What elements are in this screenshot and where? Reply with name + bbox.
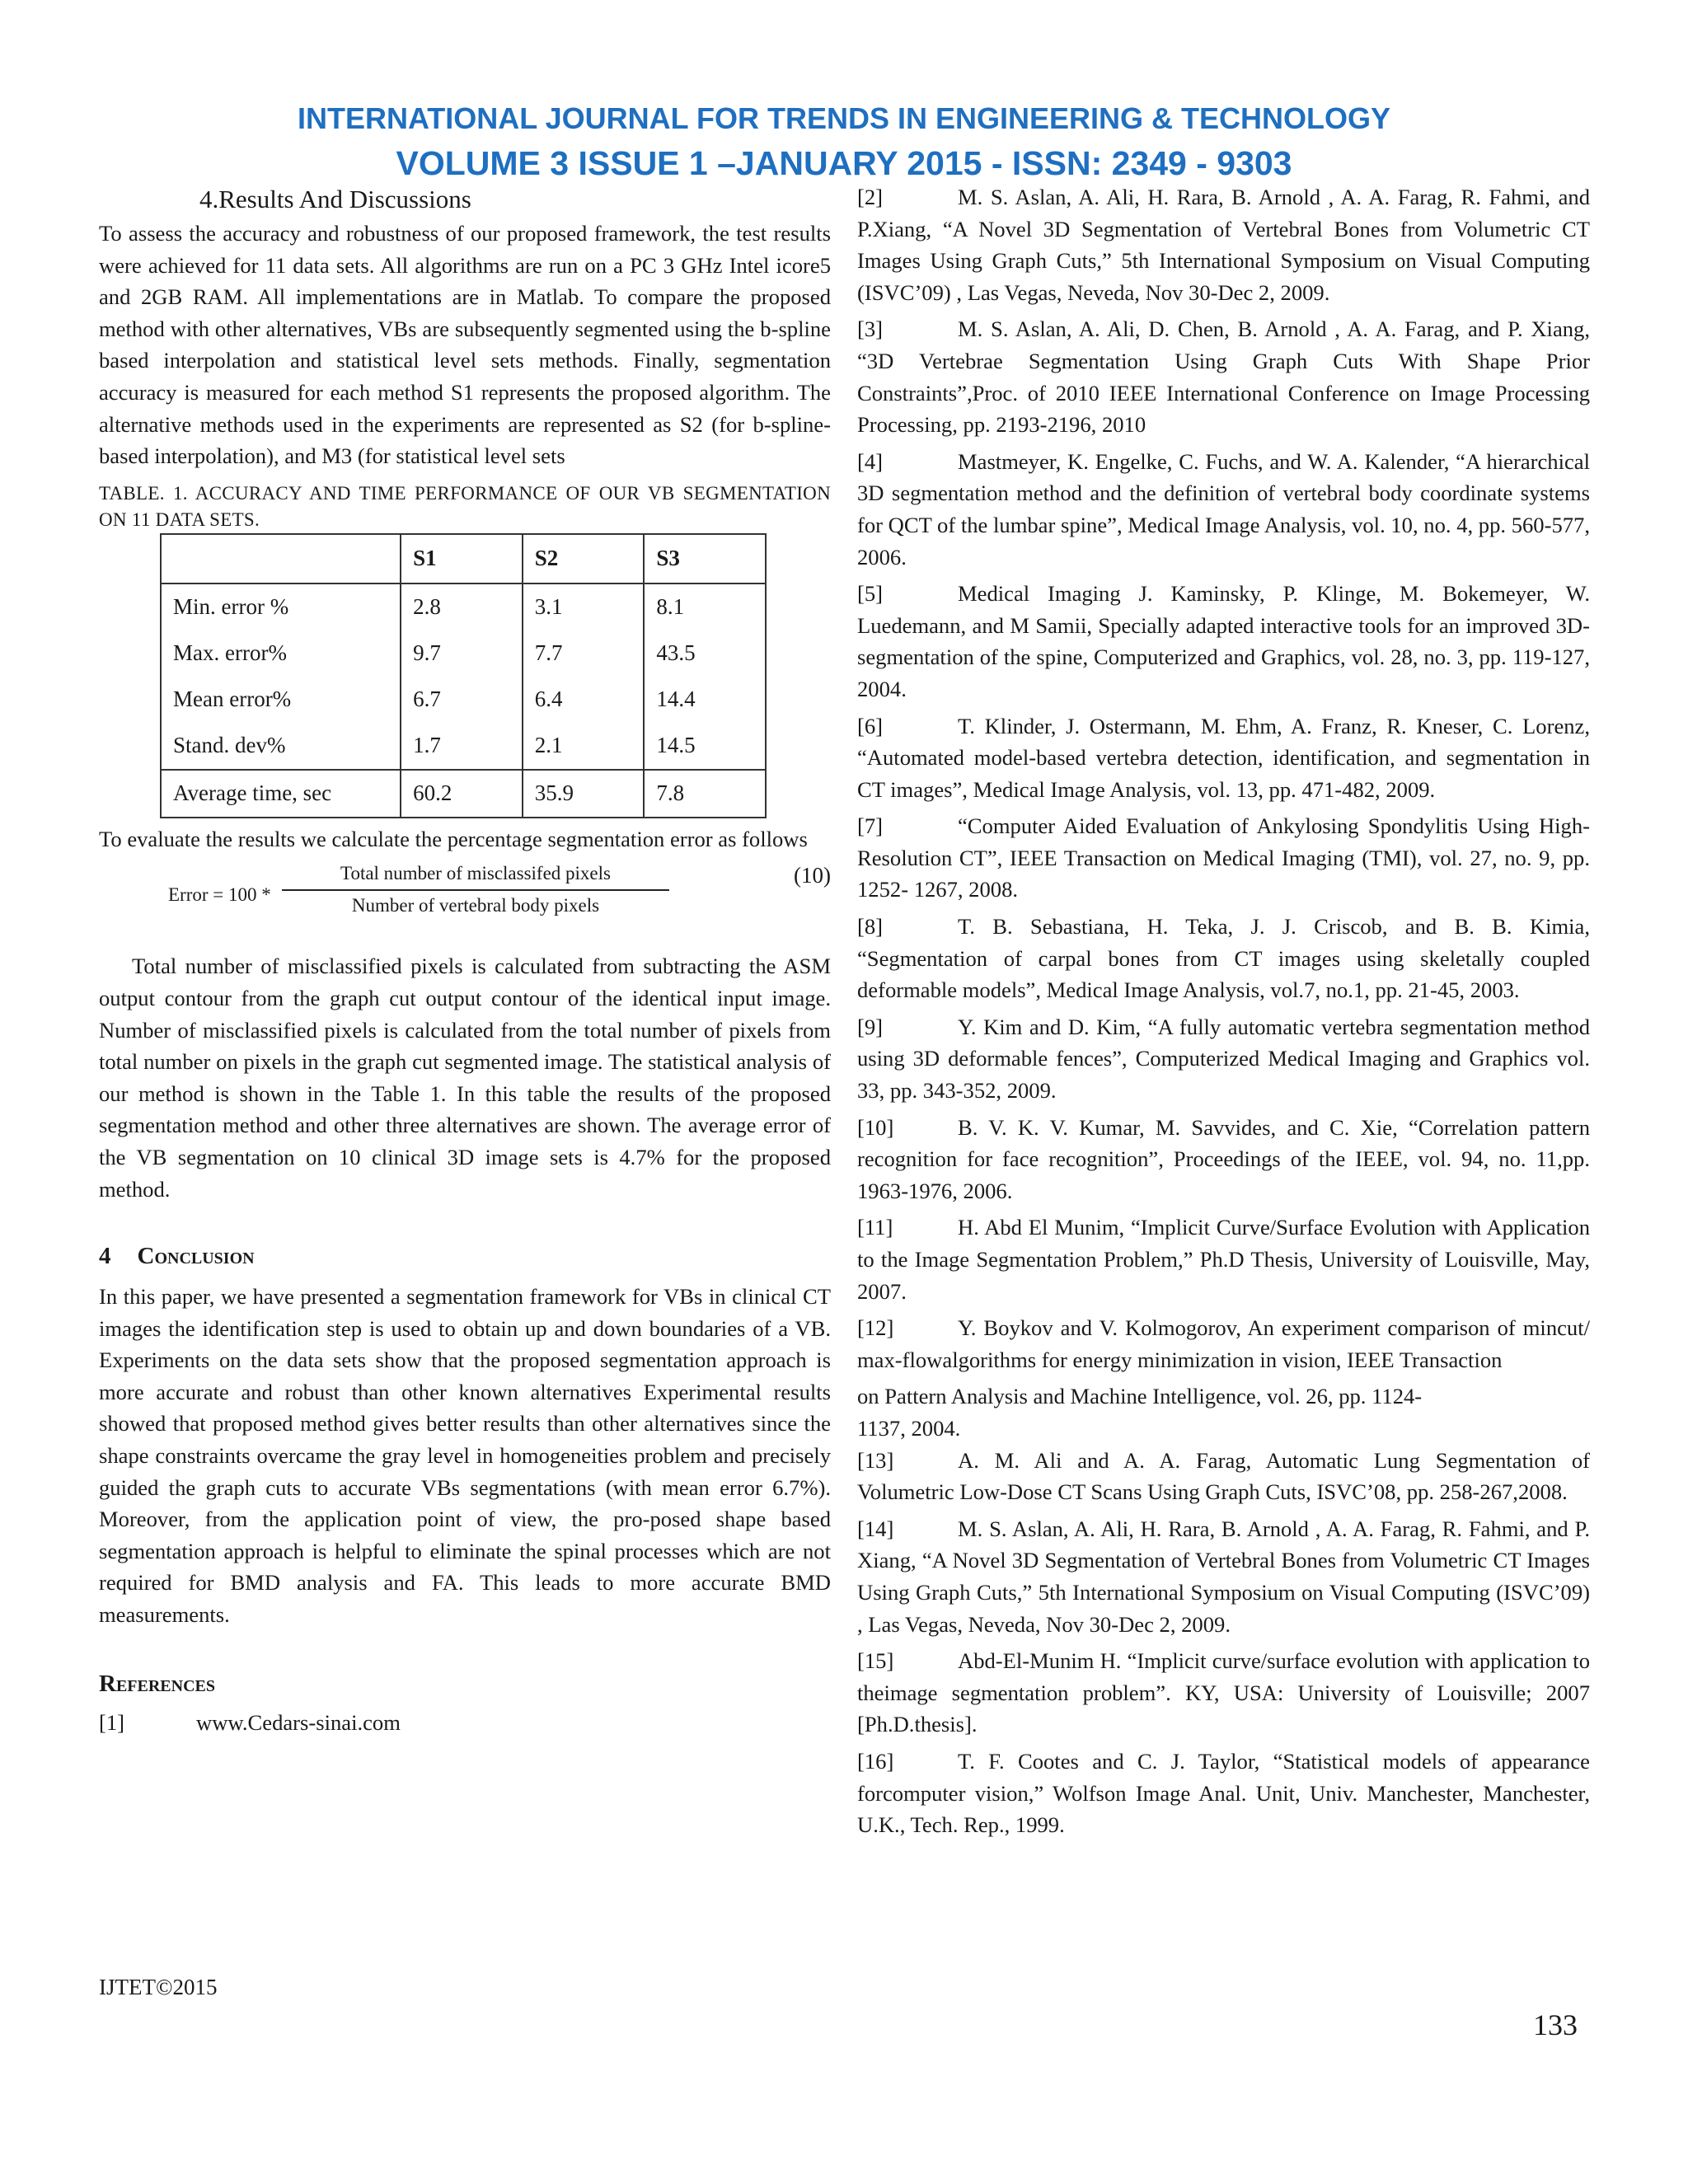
reference-item (857, 911, 1590, 1006)
reference-item (857, 1380, 1590, 1413)
table-cell: 14.5 (644, 723, 766, 770)
reference-text: Abd-El-Munim H. “Implicit curve/surface evolution with application to theimage segmentation problem”. KY, USA: University of Louisville; 2007 [Ph.D.thesis]. (857, 1648, 1590, 1737)
reference-item (857, 446, 1590, 573)
table-cell: 6.7 (401, 677, 523, 723)
table-cell: 7.7 (523, 630, 645, 677)
reference-text: M. S. Aslan, A. Ali, H. Rara, B. Arnold , A. A. Farag, R. Fahmi, and P. Xiang, “A Novel 3D Segmentation of Vertebral Bones from Volumetric CT Images Using Graph Cuts,” 5th International Symposium on Visual Computing (ISVC’09) , Las Vegas, Neveda, Nov 30-Dec 2, 2009. (857, 1516, 1590, 1637)
reference-item (857, 1212, 1590, 1307)
reference-number: [9] (857, 1014, 884, 1039)
reference-item (857, 1746, 1590, 1841)
section-title-results: 4.Results And Discussions (199, 185, 471, 213)
table-cell: 9.7 (401, 630, 523, 677)
table-header-cell: S2 (523, 534, 645, 583)
right-column (857, 181, 1590, 1846)
reference-text: “Computer Aided Evaluation of Ankylosing Spondylitis Using High-Resolution CT”, IEEE Transaction on Medical Imaging (TMI), vol. 27, no. 9, pp. 1252- 1267, 2008. (857, 813, 1590, 902)
table-cell: Mean error% (161, 677, 401, 723)
table-row (161, 723, 766, 770)
table-row (161, 583, 766, 630)
reference-item (99, 1707, 831, 1739)
reference-number: [14] (857, 1516, 894, 1541)
reference-text: Y. Kim and D. Kim, “A fully automatic vertebra segmentation method using 3D deformable fences”, Computerized Medical Imaging and Graphics vol. 33, pp. 343-352, 2009. (857, 1014, 1590, 1104)
reference-text: H. Abd El Munim, “Implicit Curve/Surface Evolution with Application to the Image Segmentation Problem,” Ph.D Thesis, University of Louisville, May, 2007. (857, 1215, 1590, 1304)
table-cell: 14.4 (644, 677, 766, 723)
reference-number: [4] (857, 448, 884, 474)
reference-item (857, 313, 1590, 440)
table-row (161, 770, 766, 818)
reference-text: M. S. Aslan, A. Ali, H. Rara, B. Arnold , A. A. Farag, R. Fahmi, and P.Xiang, “A Novel 3D Segmentation of Vertebral Bones from Volumetric CT Images Using Graph Cuts,” 5th International Symposium on Visual Computing (ISVC’09) , Las Vegas, Neveda, Nov 30-Dec 2, 2009. (857, 185, 1590, 305)
reference-text: www.Cedars-sinai.com (196, 1709, 401, 1735)
results-table (160, 533, 767, 818)
conclusion-text: In this paper, we have presented a segmentation framework for VBs in clinical CT images the identification step is used to obtain up and down boundaries of a VB. Experiments on the data sets show that the proposed segmentation approach is more accurate and robust than other known alternatives Experimental results showed that proposed method gives better results than other alternatives since the shape constraints overcame the gray level in homogeneities problem and precisely guided the graph cuts to accurate VBs segmentations (with mean error 6.7%). Moreover, from the application point of view, the pro-posed shape based segmentation approach is helpful to eliminate the spinal processes which are not required for BMD analysis and FA. This leads to more accurate BMD measurements. (99, 1284, 831, 1628)
reference-text: T. Klinder, J. Ostermann, M. Ehm, A. Franz, R. Kneser, C. Lorenz, “Automated model-based vertebra detection, identification, and segmentation in CT images”, Medical Image Analysis, vol. 13, pp. 471-482, 2009. (857, 713, 1590, 802)
table-cell: Min. error % (161, 583, 401, 630)
reference-item (857, 181, 1590, 308)
reference-number: [12] (857, 1315, 894, 1341)
reference-number: [6] (857, 713, 884, 738)
table-cell: 2.8 (401, 583, 523, 630)
table-row (161, 677, 766, 723)
reference-number: [10] (857, 1114, 894, 1140)
reference-number: [3] (857, 316, 884, 342)
reference-item (857, 578, 1590, 705)
reference-text: Medical Imaging J. Kaminsky, P. Klinge, M. Bokemeyer, W. Luedemann, and M Samii, Specially adapted interactive tools for an improved 3D-segmentation of the spine, Computerized and Graphics, vol. 28, no. 3, pp. 119-127, 2004. (857, 581, 1590, 701)
conclusion-title: Conclusion (137, 1243, 255, 1270)
conclusion-heading (99, 1240, 831, 1272)
results-paragraph-1: To assess the accuracy and robustness of our proposed framework, the test results were achieved for 11 data sets. All algorithms are run on a PC 3 GHz Intel icore5 and 2GB RAM. All implementations are in Matlab. To compare the proposed method with other alternatives, VBs are subsequently segmented using the b-spline based interpolation and statistical level sets methods. Finally, segmentation accuracy is measured for each method S1 represents the proposed algorithm. The alternative methods used in the experiments are represented as S2 (for b-spline-based interpolation), and M3 (for statistical level sets (99, 221, 831, 469)
reference-item (857, 810, 1590, 906)
reference-text: M. S. Aslan, A. Ali, D. Chen, B. Arnold , A. A. Farag, and P. Xiang, “3D Vertebrae Segmentation Using Graph Cuts With Shape Prior Constraints”,Proc. of 2010 IEEE International Conference on Image Processing Processing, pp. 2193-2196, 2010 (857, 316, 1590, 438)
left-column (99, 181, 831, 1743)
table-cell: 60.2 (401, 770, 523, 818)
reference-number: [16] (857, 1748, 894, 1774)
journal-header (0, 97, 1688, 186)
reference-item (857, 1312, 1590, 1376)
table-cell: 8.1 (644, 583, 766, 630)
equation-lhs: Error = 100 * (168, 884, 271, 906)
reference-text: T. F. Cootes and C. J. Taylor, “Statistical models of appearance forcomputer vision,” Wolfson Image Anal. Unit, Univ. Manchester, Manchester, U.K., Tech. Rep., 1999. (857, 1748, 1590, 1838)
reference-item (857, 1513, 1590, 1640)
reference-list (857, 181, 1590, 1841)
table-cell: Stand. dev% (161, 723, 401, 770)
references-heading (99, 1667, 831, 1700)
table-cell: 7.8 (644, 770, 766, 818)
table-cell: 43.5 (644, 630, 766, 677)
reference-text: on Pattern Analysis and Machine Intelligence, vol. 26, pp. 1124- (857, 1384, 1423, 1409)
results-paragraph-3: Total number of misclassified pixels is calculated from subtracting the ASM output contour from the graph cut output contour of the identical input image. Number of misclassified pixels is calculated from the total number of pixels from total number on pixels in the graph cut segmented image. The statistical analysis of our method is shown in the Table 1. In this table the results of the proposed segmentation method and other three alternatives are shown. The average error of the VB segmentation on 10 clinical 3D image sets is 4.7% for the proposed method. (99, 954, 831, 1202)
reference-number: [15] (857, 1648, 894, 1674)
reference-text: B. V. K. V. Kumar, M. Savvides, and C. Xie, “Correlation pattern recognition for face recognition”, Proceedings of the IEEE, vol. 94, no. 11,pp. 1963-1976, 2006. (857, 1114, 1590, 1203)
reference-text: T. B. Sebastiana, H. Teka, J. J. Criscob, and B. B. Kimia, “Segmentation of carpal bones from CT images using skeletally coupled deformable models”, Medical Image Analysis, vol.7, no.1, pp. 21-45, 2003. (857, 914, 1590, 1003)
reference-text: Y. Boykov and V. Kolmogorov, An experiment comparison of mincut/ max-flowalgorithms for energy minimization in vision, IEEE Transaction (857, 1315, 1590, 1372)
reference-number: [11] (857, 1215, 893, 1240)
reference-item (857, 1445, 1590, 1508)
reference-number: [2] (857, 185, 884, 209)
table-cell: 6.4 (523, 677, 645, 723)
table-row (161, 630, 766, 677)
table-cell: 35.9 (523, 770, 645, 818)
journal-issue: VOLUME 3 ISSUE 1 –JANUARY 2015 - ISSN: 2349 - 9303 (396, 144, 1292, 182)
reference-item (857, 1645, 1590, 1741)
reference-number: [7] (857, 813, 884, 839)
table-header-cell (161, 534, 401, 583)
reference-text: A. M. Ali and A. A. Farag, Automatic Lung Segmentation of Volumetric Low-Dose CT Scans Using Graph Cuts, ISVC’08, pp. 258-267,2008. (857, 1447, 1590, 1505)
references-title: References (99, 1670, 215, 1697)
results-paragraph-2: To evaluate the results we calculate the percentage segmentation error as follows (99, 826, 808, 851)
reference-item (857, 1011, 1590, 1107)
table-cell: Max. error% (161, 630, 401, 677)
equation-fraction (282, 860, 669, 921)
table-cell: Average time, sec (161, 770, 401, 818)
equation-denominator: Number of vertebral body pixels (351, 895, 600, 916)
table-cell: 2.1 (523, 723, 645, 770)
table-header-cell: S1 (401, 534, 523, 583)
footer-copyright: IJTET©2015 (99, 1975, 218, 1999)
reference-text: Mastmeyer, K. Engelke, C. Fuchs, and W. A. Kalender, “A hierarchical 3D segmentation method and the definition of vertebral body coordinate systems for QCT of the lumbar spine”, Medical Image Analysis, vol. 10, no. 4, pp. 560-577, 2006. (857, 448, 1590, 569)
table-cell: 1.7 (401, 723, 523, 770)
reference-text: 1137, 2004. (857, 1415, 961, 1441)
reference-number: [5] (857, 581, 884, 607)
reference-item (857, 1413, 1590, 1445)
reference-number: [8] (857, 914, 884, 940)
reference-number: [1] (99, 1709, 125, 1735)
table-cell: 3.1 (523, 583, 645, 630)
table-header-row (161, 534, 766, 583)
error-equation (99, 860, 831, 939)
reference-item (857, 710, 1590, 806)
journal-title: INTERNATIONAL JOURNAL FOR TRENDS IN ENGINEERING & TECHNOLOGY (297, 101, 1391, 135)
page-number: 133 (1533, 2008, 1578, 2041)
reference-item (857, 1112, 1590, 1207)
table-caption: TABLE. 1. ACCURACY AND TIME PERFORMANCE OF OUR VB SEGMENTATION ON 11 DATA SETS. (99, 482, 831, 530)
table-header-cell: S3 (644, 534, 766, 583)
reference-number: [13] (857, 1447, 894, 1473)
conclusion-number: 4 (99, 1243, 111, 1270)
equation-numerator: Total number of misclassifed pixels (282, 860, 669, 891)
equation-number: (10) (794, 863, 831, 888)
